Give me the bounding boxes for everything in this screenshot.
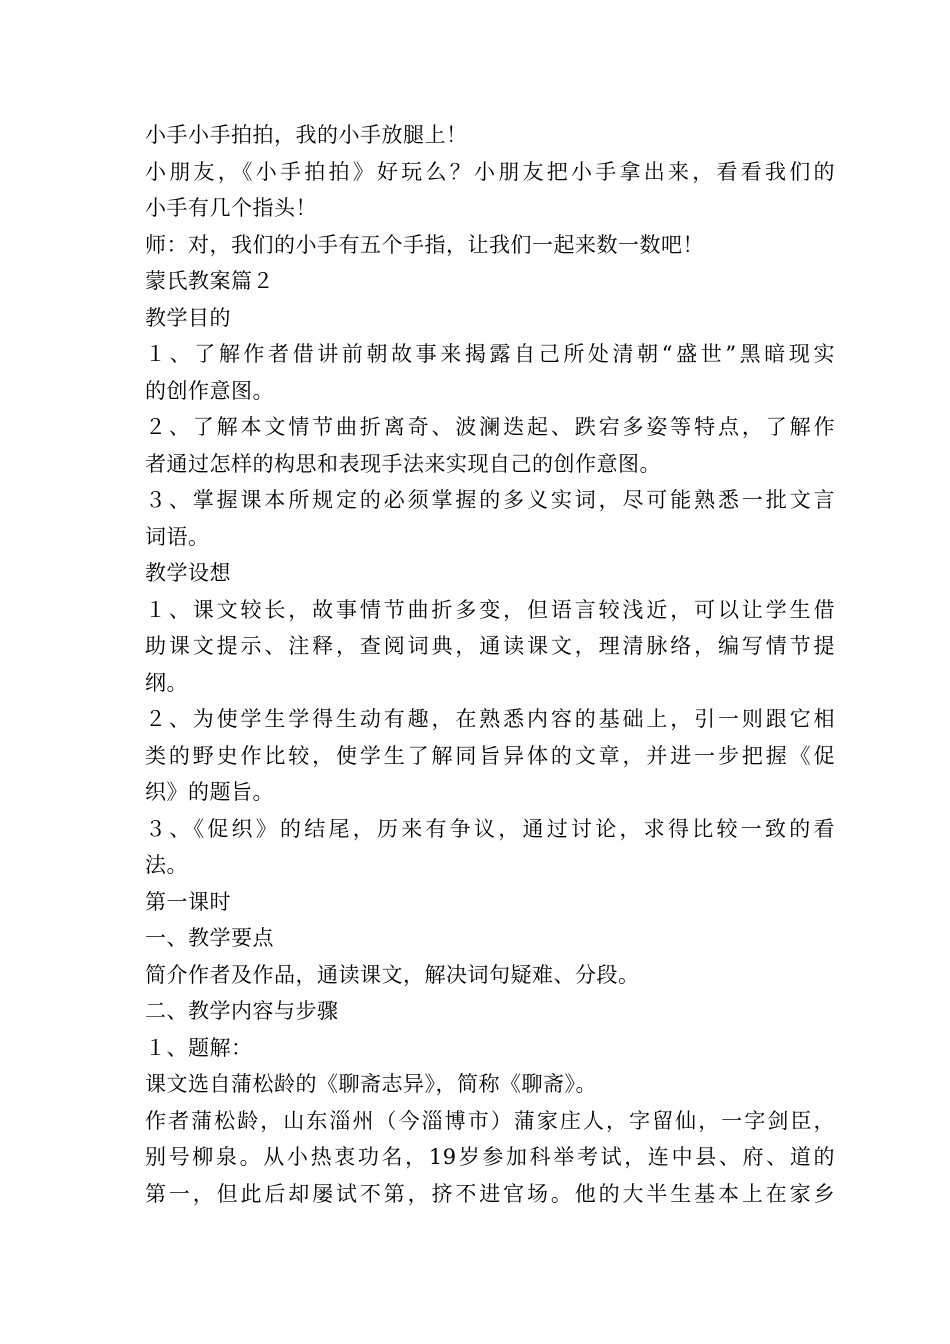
section-heading: 教学目的 xyxy=(145,305,231,330)
section-heading: 第一课时 xyxy=(145,889,231,914)
text-line: 织》的题旨。 xyxy=(145,780,274,804)
section-heading: 二、教学内容与步骤 xyxy=(145,999,339,1023)
text-line: 简介作者及作品，通读课文，解决词句疑难、分段。 xyxy=(145,962,640,987)
text-line: 别号柳泉。从小热衷功名，19岁参加科举考试，连中县、府、道的 xyxy=(145,1145,835,1169)
text-line: １、课文较长，故事情节曲折多变，但语言较浅近，可以让学生借 xyxy=(145,597,835,622)
text-line: 纲。 xyxy=(145,670,188,695)
text-line: 小朋友，《小手拍拍》好玩么？小朋友把小手拿出来，看看我们的 xyxy=(145,159,835,184)
section-heading: 蒙氏教案篇２ xyxy=(145,269,274,293)
text-line: 助课文提示、注释，查阅词典，通读课文，理清脉络，编写情节提 xyxy=(145,634,835,658)
document-body xyxy=(145,117,835,1212)
section-heading: 一、教学要点 xyxy=(145,926,274,950)
text-line: 小手小手拍拍，我的小手放腿上！ xyxy=(145,123,468,147)
text-line: 作者蒲松龄，山东淄州（今淄博市）蒲家庄人，字留仙，一字剑臣， xyxy=(145,1108,835,1133)
text-line: １、题解： xyxy=(145,1035,253,1060)
text-line: ２、了解本文情节曲折离奇、波澜迭起、跌宕多姿等特点，了解作 xyxy=(145,415,835,439)
text-line: 者通过怎样的构思和表现手法来实现自己的创作意图。 xyxy=(145,451,661,476)
text-line: 小手有几个指头！ xyxy=(145,196,317,220)
section-heading: 教学设想 xyxy=(145,561,231,585)
text-line: 类的野史作比较，使学生了解同旨异体的文章，并进一步把握《促 xyxy=(145,743,835,768)
text-line: ３、《促织》的结尾，历来有争议，通过讨论，求得比较一致的看 xyxy=(145,816,835,841)
text-line: 师：对，我们的小手有五个手指，让我们一起来数一数吧！ xyxy=(145,232,704,257)
text-line: 法。 xyxy=(145,853,188,877)
text-line: 词语。 xyxy=(145,524,210,549)
text-line: ２、为使学生学得生动有趣，在熟悉内容的基础上，引一则跟它相 xyxy=(145,707,835,731)
text-line: １、了解作者借讲前朝故事来揭露自己所处清朝“盛世”黑暗现实 xyxy=(145,342,835,366)
text-line: ３、掌握课本所规定的必须掌握的多义实词，尽可能熟悉一批文言 xyxy=(145,488,835,512)
text-line: 第一，但此后却屡试不第，挤不进官场。他的大半生基本上在家乡 xyxy=(145,1181,835,1206)
text-line: 课文选自蒲松龄的《聊斋志异》，简称《聊斋》。 xyxy=(145,1072,597,1096)
text-line: 的创作意图。 xyxy=(145,378,274,403)
